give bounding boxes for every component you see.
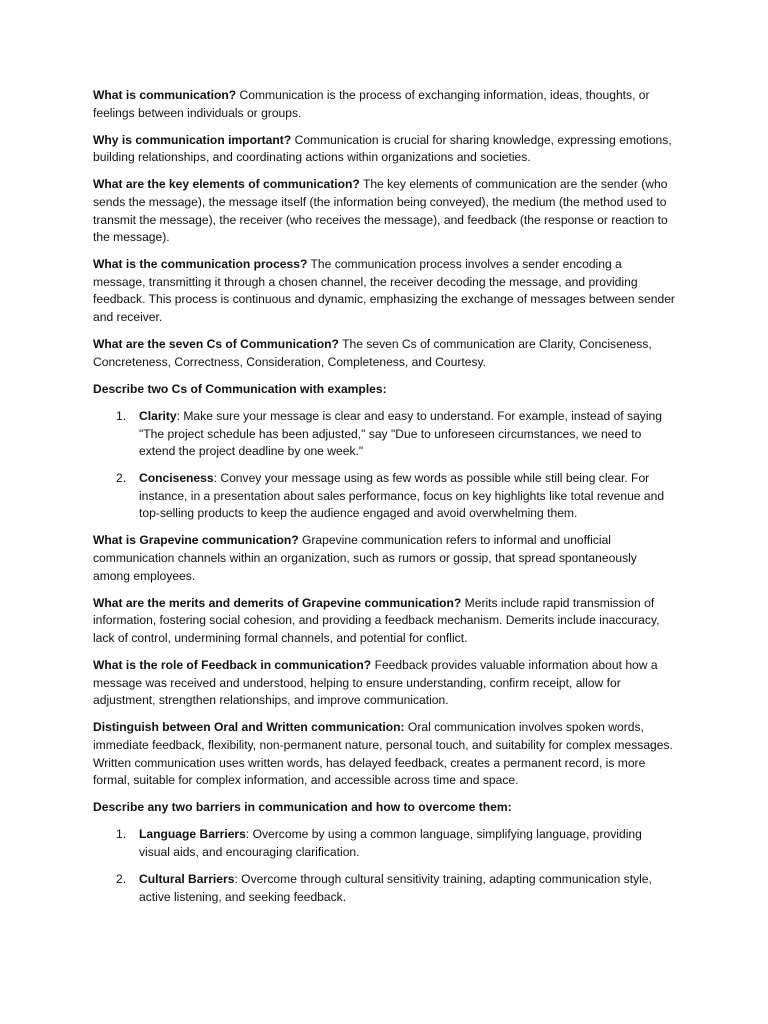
answer: The key elements of communication are the sender (who sends the message), the message itself (the information being conveyed), the medium (the method used to transmit the message), the receiver (who receives the message), and feedback (the response or reaction to the message). xyxy=(93,177,668,245)
list-barriers xyxy=(93,826,676,906)
list-text: : Make sure your message is clear and easy to understand. For example, instead of saying "The project schedule has been adjusted," say "Due to unforeseen circumstances, we need to extend the project deadline by one week." xyxy=(139,408,662,459)
question: What are the key elements of communication? xyxy=(93,177,360,192)
list-number: 2. xyxy=(116,871,127,886)
list-term: Conciseness xyxy=(139,471,214,486)
paragraph-feedback xyxy=(93,657,676,710)
paragraph-importance xyxy=(93,132,676,167)
paragraph-grapevine-merits xyxy=(93,595,676,648)
list-text: : Overcome by using a common language, simplifying language, providing visual aids, and encouraging clarification. xyxy=(139,827,642,859)
paragraph-grapevine xyxy=(93,532,676,585)
list-item xyxy=(116,871,676,906)
list-item xyxy=(116,826,676,861)
question: What is communication? xyxy=(93,88,237,102)
question: What are the seven Cs of Communication? xyxy=(93,337,339,352)
list-number: 1. xyxy=(116,408,127,423)
answer: Communication is the process of exchanging information, ideas, thoughts, or feelings between individuals or groups. xyxy=(93,88,650,120)
question: Why is communication important? xyxy=(93,132,292,147)
list-term: Language Barriers xyxy=(139,827,246,842)
paragraph-seven-cs xyxy=(93,336,676,371)
paragraph-what-is-communication xyxy=(93,87,676,122)
list-number: 2. xyxy=(116,471,127,486)
list-item xyxy=(116,408,676,461)
list-two-cs xyxy=(93,408,676,523)
question: What is the communication process? xyxy=(93,257,308,272)
answer: The communication process involves a sender encoding a message, transmitting it through a chosen channel, the receiver decoding the message, and providing feedback. This process is continuous and dynamic, emphasizing the exchange of messages between sender and receiver. xyxy=(93,257,675,325)
question: What is the role of Feedback in communication? xyxy=(93,658,372,673)
answer: Merits include rapid transmission of information, fostering social cohesion, and providing a feedback mechanism. Demerits include inaccuracy, lack of control, undermining formal channels, and potential for conflict. xyxy=(93,595,660,645)
answer: Communication is crucial for sharing knowledge, expressing emotions, building relationships, and coordinating actions within organizations and societies. xyxy=(93,132,672,165)
paragraph-process xyxy=(93,256,676,326)
paragraph-key-elements xyxy=(93,176,676,246)
answer: Oral communication involves spoken words, immediate feedback, flexibility, non-permanent nature, personal touch, and suitability for complex messages. Written communication uses written words, has delayed feedback, creates a permanent record, is more formal, suitable for complex information, and accessible across time and space. xyxy=(93,720,673,788)
question: What is Grapevine communication? xyxy=(93,533,299,548)
list-term: Cultural Barriers xyxy=(139,871,235,886)
list-text: : Overcome through cultural sensitivity training, adapting communication style, active listening, and seeking feedback. xyxy=(139,871,652,904)
list-number: 1. xyxy=(116,827,127,842)
heading-barriers: Describe any two barriers in communication and how to overcome them: xyxy=(93,800,512,815)
answer: Grapevine communication refers to informal and unofficial communication channels within an organization, such as rumors or gossip, that spread spontaneously among employees. xyxy=(93,533,637,583)
answer: Feedback provides valuable information about how a message was received and understood, helping to ensure understanding, confirm receipt, allow for adjustment, strengthen relationships, and improve communication. xyxy=(93,658,658,708)
question: Distinguish between Oral and Written communication: xyxy=(93,720,405,735)
heading-two-cs: Describe two Cs of Communication with examples: xyxy=(93,381,387,396)
list-text: : Convey your message using as few words as possible while still being clear. For instance, in a presentation about sales performance, focus on key highlights like total revenue and top-selling products to keep the audience engaged and avoid overwhelming them. xyxy=(139,471,665,521)
paragraph-oral-written xyxy=(93,719,676,789)
answer: The seven Cs of communication are Clarity, Conciseness, Concreteness, Correctness, Consideration, Completeness, and Courtesy. xyxy=(93,337,652,369)
question: What are the merits and demerits of Grapevine communication? xyxy=(93,595,462,610)
list-term: Clarity xyxy=(139,408,177,423)
list-item xyxy=(116,470,676,523)
